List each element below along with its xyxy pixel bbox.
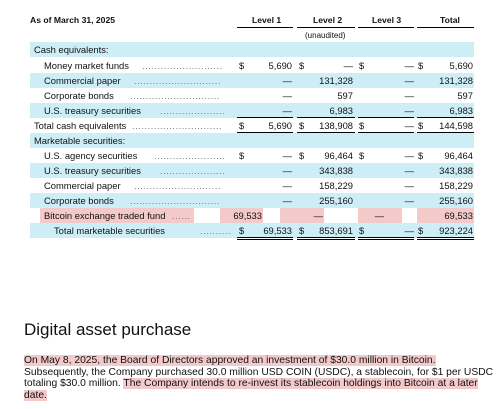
cell-total: 158,229 — [439, 180, 473, 191]
paragraph-text: Subsequently, the Company purchased 30.0 million USD COIN (USDC), a stablecoin, for $1 per USDC totaling $30.0 million. — [24, 366, 494, 389]
dollar-sign: $ — [239, 150, 245, 161]
cell-level1: — — [282, 150, 292, 161]
cell-level1: — — [282, 195, 292, 206]
header-level-2: Level 2 — [313, 15, 343, 25]
header-total: Total — [440, 15, 460, 25]
cell-level1: — — [282, 105, 292, 116]
cell-level3: — — [404, 120, 414, 131]
row-label: U.S. agency securities — [44, 150, 138, 161]
section-header-cash — [30, 42, 474, 57]
table-row — [30, 178, 474, 193]
cell-total: 5,690 — [449, 60, 473, 71]
cell-level1: — — [282, 75, 292, 86]
leader-dots: .......................... — [142, 60, 223, 71]
dollar-sign: $ — [418, 225, 424, 236]
row-label: Corporate bonds — [44, 195, 114, 206]
cell-level2: — — [313, 210, 323, 221]
cell-level2: 158,229 — [319, 180, 353, 191]
leader-dots: ...... — [172, 210, 191, 221]
table-row — [30, 148, 474, 163]
header-rule — [417, 27, 474, 28]
cell-level3: — — [404, 150, 414, 161]
total-double-rule — [417, 237, 474, 240]
cell-level2: 853,691 — [319, 225, 353, 236]
leader-dots: .......... — [200, 225, 232, 236]
header-rule — [297, 27, 355, 28]
table-row-total — [30, 118, 474, 133]
leader-dots: ............................. — [130, 90, 221, 101]
row-label: Commercial paper — [44, 180, 121, 191]
cell-level2: 597 — [337, 90, 353, 101]
cell-level3: — — [404, 225, 414, 236]
row-label: Total cash equivalents — [34, 120, 127, 131]
dollar-sign: $ — [359, 225, 365, 236]
leader-dots: ....................... — [154, 150, 226, 161]
cell-level1: — — [282, 90, 292, 101]
leader-dots: ............................ — [134, 75, 221, 86]
table-row — [30, 163, 474, 178]
dollar-sign: $ — [239, 120, 245, 131]
section-label: Marketable securities: — [34, 135, 126, 146]
table-row — [30, 88, 474, 103]
cell-level3: — — [404, 90, 414, 101]
highlighted-text: On May 8, 2025, the Board of Directors approved an investment of $30.0 million in Bitcoin. — [24, 355, 436, 366]
cell-total: 69,533 — [444, 210, 473, 221]
body-paragraph — [24, 355, 494, 401]
cell-level2: 138,908 — [319, 120, 353, 131]
row-label: Money market funds — [44, 60, 129, 71]
unaudited-note: (unaudited) — [305, 31, 346, 40]
table-row — [30, 73, 474, 88]
dollar-sign: $ — [299, 225, 305, 236]
total-double-rule — [237, 237, 293, 240]
cell-level2: 6,983 — [329, 105, 353, 116]
cell-total: 144,598 — [439, 120, 473, 131]
section-title: Digital asset purchase — [24, 320, 192, 339]
total-double-rule — [297, 237, 355, 240]
dollar-sign: $ — [299, 150, 305, 161]
table-row — [30, 103, 474, 118]
cell-level1: — — [282, 180, 292, 191]
section-header-marketable — [30, 133, 474, 148]
table-row-total — [30, 223, 474, 238]
leader-dots: ............................ — [134, 180, 221, 191]
cell-level1: 69,533 — [263, 225, 292, 236]
dollar-sign: $ — [239, 60, 245, 71]
dollar-sign: $ — [418, 60, 424, 71]
cell-level3: — — [404, 195, 414, 206]
leader-dots: ..................... — [160, 165, 226, 176]
cell-total: 6,983 — [449, 105, 473, 116]
cell-total: 131,328 — [439, 75, 473, 86]
cell-total: 96,464 — [444, 150, 473, 161]
table-row — [30, 193, 474, 208]
dollar-sign: $ — [418, 120, 424, 131]
row-label: Commercial paper — [44, 75, 121, 86]
cell-level2: 343,838 — [319, 165, 353, 176]
cell-level1: 69,533 — [233, 210, 262, 221]
cell-level1: — — [282, 165, 292, 176]
header-rule — [237, 27, 293, 28]
header-level-3: Level 3 — [372, 15, 402, 25]
leader-dots: ..................... — [160, 105, 226, 116]
header-rule — [358, 27, 414, 28]
cell-level3: — — [404, 60, 414, 71]
cell-level3: — — [404, 105, 414, 116]
cell-level3: — — [374, 210, 384, 221]
cell-total: 597 — [457, 90, 473, 101]
dollar-sign: $ — [418, 150, 424, 161]
highlighted-text: The Company intends to re-invest its stablecoin holdings into Bitcoin at a later date. — [24, 378, 478, 401]
row-label: Total marketable securities — [54, 225, 165, 236]
cell-total: 343,838 — [439, 165, 473, 176]
cell-level2: 131,328 — [319, 75, 353, 86]
dollar-sign: $ — [359, 150, 365, 161]
cell-level3: — — [404, 75, 414, 86]
cell-level3: — — [404, 165, 414, 176]
leader-dots: ............................. — [132, 120, 223, 131]
row-label: Corporate bonds — [44, 90, 114, 101]
cell-level1: 5,690 — [268, 120, 292, 131]
cell-total: 923,224 — [439, 225, 473, 236]
dollar-sign: $ — [239, 225, 245, 236]
cell-level3: — — [404, 180, 414, 191]
table-row-highlighted — [40, 208, 474, 223]
row-label: Bitcoin exchange traded fund — [44, 210, 166, 221]
header-level-1: Level 1 — [252, 15, 282, 25]
dollar-sign: $ — [299, 120, 305, 131]
row-label: U.S. treasury securities — [44, 105, 141, 116]
cell-level2: 96,464 — [324, 150, 353, 161]
dollar-sign: $ — [359, 120, 365, 131]
cell-level2: — — [343, 60, 353, 71]
cell-level2: 255,160 — [319, 195, 353, 206]
total-double-rule — [358, 237, 414, 240]
row-label: U.S. treasury securities — [44, 165, 141, 176]
leader-dots: ............................. — [130, 195, 221, 206]
table-as-of-date: As of March 31, 2025 — [30, 15, 116, 25]
dollar-sign: $ — [299, 60, 305, 71]
section-label: Cash equivalents: — [34, 44, 109, 55]
table-row — [30, 58, 474, 73]
cell-level1: 5,690 — [268, 60, 292, 71]
cell-total: 255,160 — [439, 195, 473, 206]
dollar-sign: $ — [359, 60, 365, 71]
